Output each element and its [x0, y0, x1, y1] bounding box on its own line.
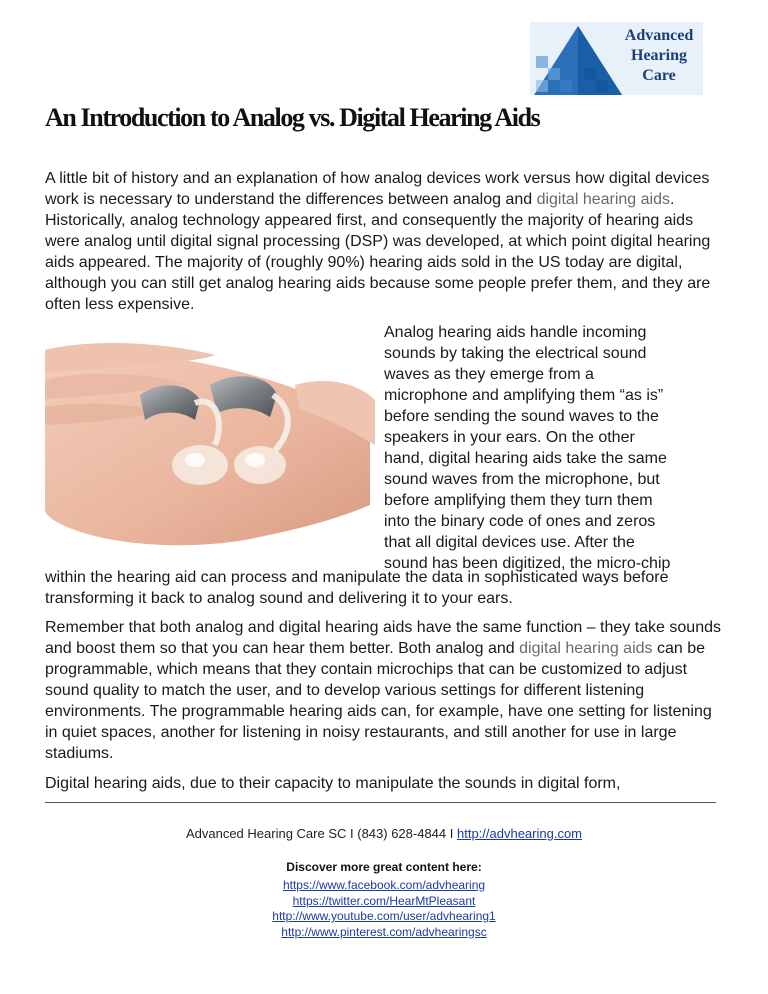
column-line: Analog hearing aids handle incoming: [384, 324, 647, 341]
column-line: microphone and amplifying them “as is”: [384, 387, 664, 404]
column-line: that all digital devices use. After the: [384, 534, 635, 551]
hand-holding-hearing-aids-image: [45, 325, 375, 550]
footer-divider: [45, 802, 716, 803]
column-line: sounds by taking the electrical sound: [384, 345, 647, 362]
column-line: sound waves from the microphone, but: [384, 471, 660, 488]
logo-line-2: Hearing: [631, 47, 687, 64]
logo-line-3: Care: [642, 67, 676, 84]
column-line: waves as they emerge from a: [384, 366, 594, 383]
company-logo: [530, 22, 703, 95]
twitter-link[interactable]: https://twitter.com/HearMtPleasant: [292, 893, 476, 908]
intro-text-1: A little bit of history and an explanation of how analog devices work versus how digital devices work is necessary to understand the differences between analog and: [45, 170, 710, 208]
column-line: before sending the sound waves to the: [384, 408, 659, 425]
footer-separator: I: [346, 826, 358, 841]
column-line: before amplifying them they turn them: [384, 492, 653, 509]
continuation-paragraph: within the hearing aid can process and manipulate the data in sophisticated ways before transforming it back to analog sound and delivering it to your ears.: [45, 569, 669, 607]
column-line: hand, digital hearing aids take the same: [384, 450, 667, 467]
second-paragraph: [45, 617, 725, 764]
document-title: An Introduction to Analog vs. Digital Hearing Aids: [45, 103, 540, 132]
intro-link-digital-hearing-aids[interactable]: digital hearing aids: [536, 191, 670, 208]
right-column-text: [384, 322, 729, 574]
para2-link-digital-hearing-aids[interactable]: digital hearing aids: [519, 640, 653, 657]
footer-separator: I: [446, 826, 457, 841]
column-line: speakers in your ears. On the other: [384, 429, 635, 446]
intro-paragraph: [45, 168, 725, 315]
youtube-link[interactable]: http://www.youtube.com/user/advhearing1: [272, 909, 496, 923]
column-line: into the binary code of ones and zeros: [384, 513, 656, 530]
third-paragraph: Digital hearing aids, due to their capacity to manipulate the sounds in digital form,: [45, 775, 621, 792]
footer-company: Advanced Hearing Care SC: [185, 826, 347, 841]
column-line: sound has been digitized, the micro-chip: [384, 555, 671, 572]
discover-heading: Discover more great content here:: [286, 860, 482, 874]
logo-text: [618, 26, 700, 86]
pinterest-link[interactable]: http://www.pinterest.com/advhearingsc: [281, 924, 487, 939]
facebook-link[interactable]: https://www.facebook.com/advhearing: [282, 878, 486, 892]
footer-contact: [0, 826, 768, 841]
social-links: [0, 878, 768, 940]
hearing-aids-photo: [45, 325, 375, 550]
para2-text-1: Remember that both analog and digital hearing aids have the same function – they take sounds and boost them so that you can hear them better. Both analog and: [45, 619, 721, 657]
footer-phone: (843) 628-4844: [357, 826, 447, 841]
logo-line-1: Advanced: [624, 27, 694, 44]
para2-text-2: can be programmable, which means that they contain microchips that can be customized to adjust sound quality to match the user, and to develop various settings for different listening environments. The programmable hearing aids can, for example, have one setting for listening in quiet spaces, another for listening in noisy restaurants, and still another for use in large stadiums.: [45, 640, 712, 762]
footer-website-link[interactable]: http://advhearing.com: [456, 826, 583, 841]
intro-text-2: . Historically, analog technology appeared first, and consequently the majority of hearing aids were analog until digital signal processing (DSP) was developed, at which point digital hearing aids appeared. The majority of (roughly 90%) hearing aids sold in the US today are digital, although you can still get analog hearing aids because some people prefer them, and they are often less expensive.: [45, 191, 711, 313]
